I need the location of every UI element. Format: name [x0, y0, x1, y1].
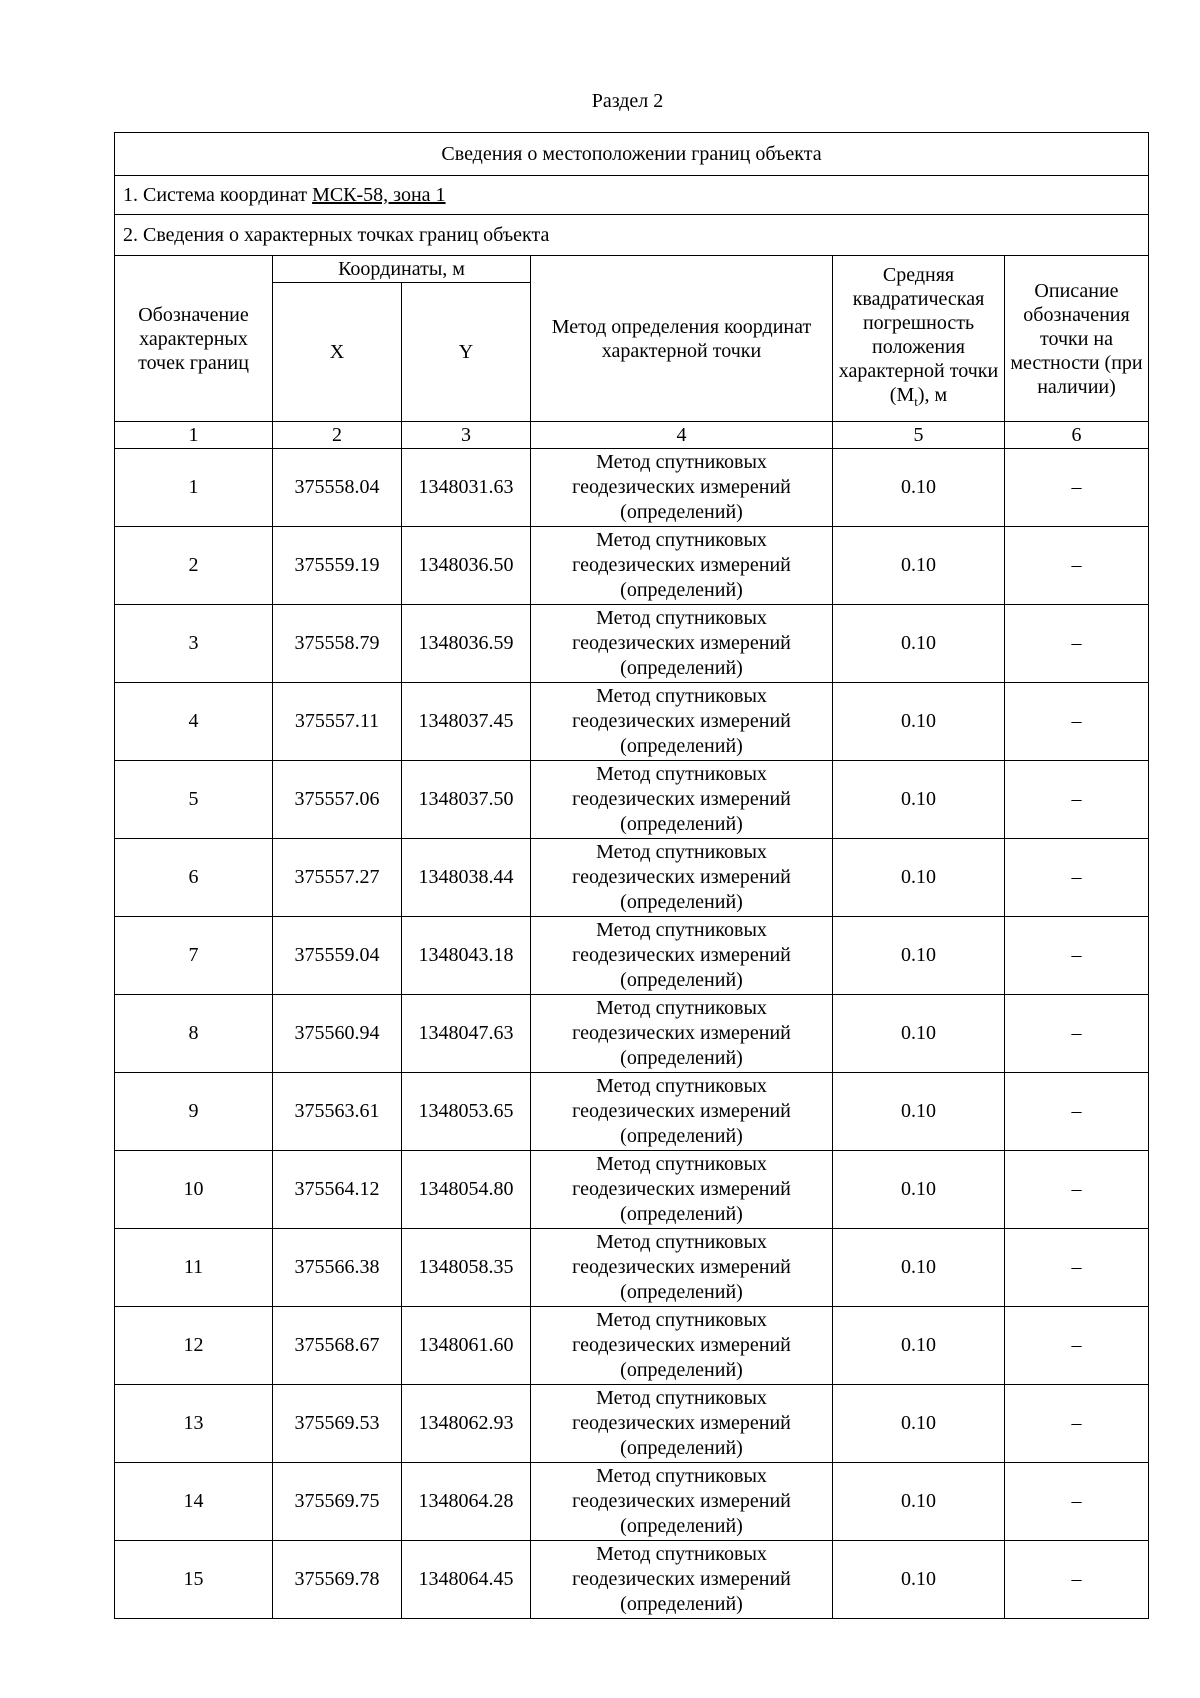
point-number-cell: 8	[115, 995, 273, 1073]
description-cell: –	[1005, 1151, 1149, 1229]
point-number-cell: 15	[115, 1541, 273, 1619]
table-row	[115, 995, 1149, 1073]
method-line: (определений)	[620, 501, 743, 523]
header-mean-error-text: Средняя квадратическая погрешность положения характерной точки (M	[838, 264, 999, 406]
method-cell	[531, 1229, 833, 1307]
point-number-cell: 11	[115, 1229, 273, 1307]
coord-y-cell: 1348038.44	[402, 839, 531, 917]
method-line: Метод спутниковых	[596, 1543, 767, 1565]
method-cell	[531, 605, 833, 683]
method-cell	[531, 449, 833, 527]
coord-x-cell: 375560.94	[273, 995, 402, 1073]
description-cell: –	[1005, 1073, 1149, 1151]
method-line: (определений)	[620, 1437, 743, 1459]
coord-y-cell: 1348061.60	[402, 1307, 531, 1385]
table-row	[115, 1073, 1149, 1151]
method-line: (определений)	[620, 969, 743, 991]
method-cell	[531, 995, 833, 1073]
coord-x-cell: 375563.61	[273, 1073, 402, 1151]
coord-y-cell: 1348064.45	[402, 1541, 531, 1619]
point-number-cell: 6	[115, 839, 273, 917]
method-line: Метод спутниковых	[596, 997, 767, 1019]
method-cell	[531, 1463, 833, 1541]
table-row	[115, 527, 1149, 605]
method-cell	[531, 1385, 833, 1463]
table-row	[115, 839, 1149, 917]
table-row	[115, 1151, 1149, 1229]
table-row	[115, 683, 1149, 761]
point-number-cell: 9	[115, 1073, 273, 1151]
method-line: (определений)	[620, 891, 743, 913]
description-cell: –	[1005, 761, 1149, 839]
description-cell: –	[1005, 1541, 1149, 1619]
coord-y-cell: 1348031.63	[402, 449, 531, 527]
coord-x-cell: 375558.04	[273, 449, 402, 527]
method-cell	[531, 1073, 833, 1151]
method-line: (определений)	[620, 1281, 743, 1303]
boundary-points-table	[114, 132, 1149, 1619]
coord-y-cell: 1348062.93	[402, 1385, 531, 1463]
method-line: (определений)	[620, 1593, 743, 1615]
point-number-cell: 13	[115, 1385, 273, 1463]
method-cell	[531, 1541, 833, 1619]
method-line: Метод спутниковых	[596, 685, 767, 707]
point-number-cell: 4	[115, 683, 273, 761]
coord-y-cell: 1348054.80	[402, 1151, 531, 1229]
method-line: геодезических измерений	[572, 554, 791, 576]
header-x: X	[273, 283, 402, 422]
point-number-cell: 7	[115, 917, 273, 995]
coord-x-cell: 375557.06	[273, 761, 402, 839]
method-line: геодезических измерений	[572, 1100, 791, 1122]
header-mean-error	[833, 256, 1005, 422]
method-line: Метод спутниковых	[596, 1465, 767, 1487]
method-line: геодезических измерений	[572, 1256, 791, 1278]
coord-y-cell: 1348043.18	[402, 917, 531, 995]
method-cell	[531, 683, 833, 761]
coord-y-cell: 1348058.35	[402, 1229, 531, 1307]
description-cell: –	[1005, 527, 1149, 605]
mean-error-cell: 0.10	[833, 917, 1005, 995]
header-mean-error-tail: ), м	[917, 384, 948, 406]
method-line: геодезических измерений	[572, 944, 791, 966]
description-cell: –	[1005, 1229, 1149, 1307]
table-row	[115, 1463, 1149, 1541]
coord-x-cell: 375568.67	[273, 1307, 402, 1385]
method-line: Метод спутниковых	[596, 1387, 767, 1409]
mean-error-cell: 0.10	[833, 839, 1005, 917]
description-cell: –	[1005, 1463, 1149, 1541]
coord-x-cell: 375557.27	[273, 839, 402, 917]
coord-x-cell: 375569.53	[273, 1385, 402, 1463]
method-line: (определений)	[620, 1203, 743, 1225]
description-cell: –	[1005, 605, 1149, 683]
method-line: Метод спутниковых	[596, 841, 767, 863]
method-cell	[531, 1307, 833, 1385]
method-line: (определений)	[620, 1359, 743, 1381]
method-line: (определений)	[620, 735, 743, 757]
header-point-designation: Обозначение характерных точек границ	[115, 256, 273, 422]
mean-error-cell: 0.10	[833, 683, 1005, 761]
section-title: Раздел 2	[591, 90, 664, 112]
mean-error-cell: 0.10	[833, 1151, 1005, 1229]
column-number: 4	[531, 422, 833, 449]
coord-x-cell: 375569.78	[273, 1541, 402, 1619]
method-line: геодезических измерений	[572, 1334, 791, 1356]
method-line: геодезических измерений	[572, 1022, 791, 1044]
mean-error-cell: 0.10	[833, 1073, 1005, 1151]
table-title: Сведения о местоположении границ объекта	[115, 133, 1149, 176]
coord-x-cell: 375564.12	[273, 1151, 402, 1229]
method-line: Метод спутниковых	[596, 607, 767, 629]
point-number-cell: 10	[115, 1151, 273, 1229]
point-number-cell: 14	[115, 1463, 273, 1541]
method-line: Метод спутниковых	[596, 919, 767, 941]
header-method: Метод определения координат характерной точки	[531, 256, 833, 422]
coord-x-cell: 375559.19	[273, 527, 402, 605]
coord-y-cell: 1348037.45	[402, 683, 531, 761]
mean-error-cell: 0.10	[833, 995, 1005, 1073]
coord-system-cell	[115, 176, 1149, 215]
coord-x-cell: 375566.38	[273, 1229, 402, 1307]
table-row	[115, 761, 1149, 839]
method-line: геодезических измерений	[572, 1490, 791, 1512]
coord-y-cell: 1348036.50	[402, 527, 531, 605]
mean-error-cell: 0.10	[833, 761, 1005, 839]
description-cell: –	[1005, 839, 1149, 917]
method-line: геодезических измерений	[572, 710, 791, 732]
point-number-cell: 5	[115, 761, 273, 839]
points-heading: 2. Сведения о характерных точках границ объекта	[115, 215, 1149, 256]
method-cell	[531, 527, 833, 605]
method-line: геодезических измерений	[572, 476, 791, 498]
method-line: (определений)	[620, 657, 743, 679]
method-line: геодезических измерений	[572, 1178, 791, 1200]
point-number-cell: 1	[115, 449, 273, 527]
method-cell	[531, 761, 833, 839]
method-line: геодезических измерений	[572, 866, 791, 888]
coord-y-cell: 1348064.28	[402, 1463, 531, 1541]
header-description: Описание обозначения точки на местности (при наличии)	[1005, 256, 1149, 422]
table-row	[115, 1541, 1149, 1619]
coord-x-cell: 375558.79	[273, 605, 402, 683]
table-row	[115, 1307, 1149, 1385]
method-line: (определений)	[620, 1047, 743, 1069]
method-line: Метод спутниковых	[596, 451, 767, 473]
method-cell	[531, 1151, 833, 1229]
mean-error-cell: 0.10	[833, 527, 1005, 605]
point-number-cell: 12	[115, 1307, 273, 1385]
column-number: 6	[1005, 422, 1149, 449]
coord-system-value: МСК-58, зона 1	[312, 184, 446, 206]
method-line: геодезических измерений	[572, 1568, 791, 1590]
method-line: Метод спутниковых	[596, 1231, 767, 1253]
coord-system-label: 1. Система координат	[123, 184, 313, 206]
column-number: 5	[833, 422, 1005, 449]
description-cell: –	[1005, 1385, 1149, 1463]
method-line: Метод спутниковых	[596, 763, 767, 785]
method-line: геодезических измерений	[572, 788, 791, 810]
method-cell	[531, 839, 833, 917]
mean-error-cell: 0.10	[833, 1541, 1005, 1619]
mean-error-cell: 0.10	[833, 1463, 1005, 1541]
method-line: Метод спутниковых	[596, 1153, 767, 1175]
column-number: 1	[115, 422, 273, 449]
coord-x-cell: 375559.04	[273, 917, 402, 995]
header-y: Y	[402, 283, 531, 422]
description-cell: –	[1005, 449, 1149, 527]
method-cell	[531, 917, 833, 995]
point-number-cell: 2	[115, 527, 273, 605]
mean-error-cell: 0.10	[833, 449, 1005, 527]
mean-error-cell: 0.10	[833, 1229, 1005, 1307]
table-row	[115, 449, 1149, 527]
method-line: Метод спутниковых	[596, 529, 767, 551]
method-line: геодезических измерений	[572, 632, 791, 654]
description-cell: –	[1005, 683, 1149, 761]
method-line: (определений)	[620, 579, 743, 601]
method-line: (определений)	[620, 813, 743, 835]
coord-x-cell: 375569.75	[273, 1463, 402, 1541]
table-row	[115, 917, 1149, 995]
method-line: геодезических измерений	[572, 1412, 791, 1434]
method-line: (определений)	[620, 1515, 743, 1537]
mean-error-cell: 0.10	[833, 1307, 1005, 1385]
method-line: Метод спутниковых	[596, 1309, 767, 1331]
header-coordinates: Координаты, м	[273, 256, 531, 283]
table-row	[115, 605, 1149, 683]
column-number: 2	[273, 422, 402, 449]
table-row	[115, 1229, 1149, 1307]
coord-y-cell: 1348053.65	[402, 1073, 531, 1151]
description-cell: –	[1005, 1307, 1149, 1385]
mean-error-cell: 0.10	[833, 605, 1005, 683]
table-row	[115, 1385, 1149, 1463]
coord-x-cell: 375557.11	[273, 683, 402, 761]
header-mean-error-sub: t	[914, 394, 918, 409]
column-number: 3	[402, 422, 531, 449]
method-line: (определений)	[620, 1125, 743, 1147]
description-cell: –	[1005, 917, 1149, 995]
coord-y-cell: 1348047.63	[402, 995, 531, 1073]
point-number-cell: 3	[115, 605, 273, 683]
description-cell: –	[1005, 995, 1149, 1073]
coord-y-cell: 1348036.59	[402, 605, 531, 683]
method-line: Метод спутниковых	[596, 1075, 767, 1097]
column-numbers-row	[115, 422, 1149, 449]
mean-error-cell: 0.10	[833, 1385, 1005, 1463]
coord-y-cell: 1348037.50	[402, 761, 531, 839]
